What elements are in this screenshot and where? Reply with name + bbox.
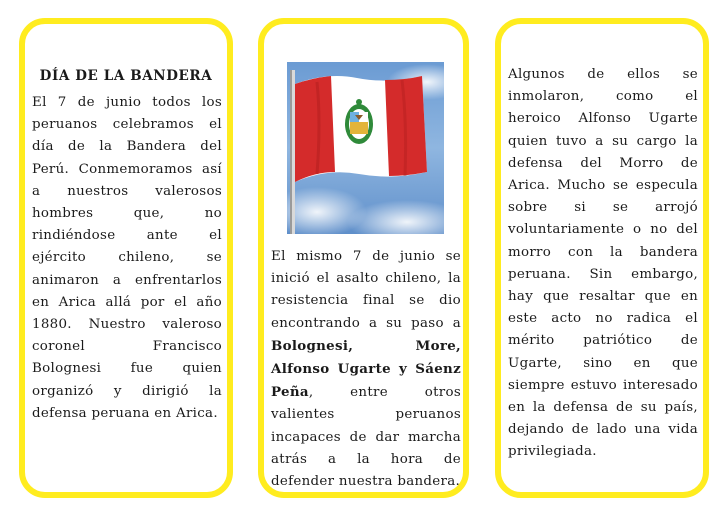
peru-flag-image bbox=[287, 62, 444, 234]
panel2-paragraph bbox=[271, 246, 461, 493]
panel2-text-after: , entre otros valientes peruanos incapaces de dar marcha atrás a la hora de defender nuestra bandera. bbox=[271, 385, 461, 490]
panel2-text-before: El mismo 7 de junio se inició el asalto chileno, la resistencia final se dio encontrando a su paso a bbox=[271, 249, 461, 331]
panel1-paragraph: El 7 de junio todos los peruanos celebramos el día de la Bandera del Perú. Conmemoramos así a nuestros valerosos hombres que, no rindiéndose ante el ejército chileno, se animaron a enfrentarlos en Arica allá por el año 1880. Nuestro valeroso coronel Francisco Bolognesi fue quien organizó y dirigió la defensa peruana en Arica. bbox=[32, 95, 222, 421]
panel2-heroes-names: Bolognesi, More, Alfonso Ugarte y Sáenz Peña bbox=[271, 337, 461, 401]
panel-title: DÍA DE LA BANDERA bbox=[39, 68, 213, 84]
panel-dia-de-la-bandera bbox=[19, 18, 233, 498]
peru-flag-icon bbox=[287, 62, 444, 234]
panel3-paragraph: Algunos de ellos se inmolaron, como el heroico Alfonso Ugarte quien tuvo a su cargo la defensa del Morro de Arica. Mucho se especula sobre si se arrojó voluntariamente o no del morro con la bandera peruana. Sin embargo, hay que resaltar que en este acto no radica el mérito patriótico de Ugarte, sino en que siempre estuvo interesado en la defensa de su país, dejando de lado una vida privilegiada. bbox=[508, 67, 698, 460]
panel-asalto-chileno bbox=[258, 18, 469, 498]
panel-alfonso-ugarte bbox=[495, 18, 709, 498]
